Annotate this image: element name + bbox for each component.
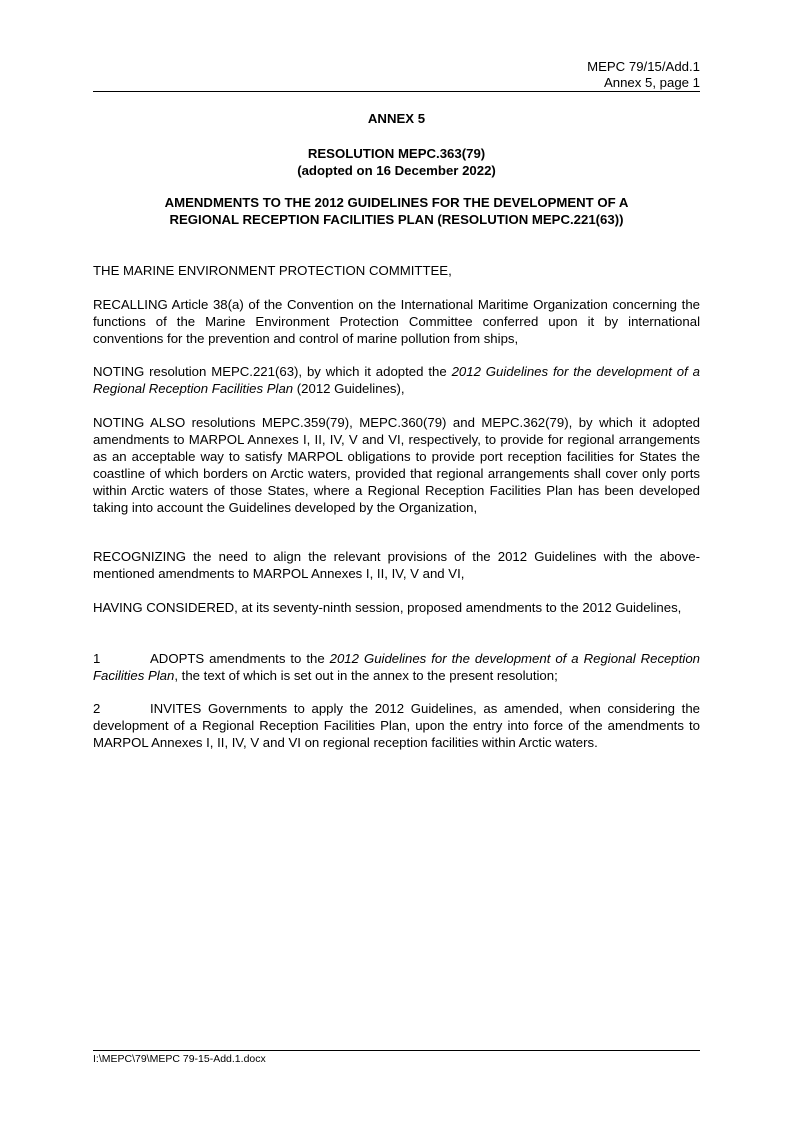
noting-text-start: NOTING resolution MEPC.221(63), by which it adopted the — [93, 364, 452, 379]
op1-text-end: , the text of which is set out in the annex to the present resolution; — [174, 668, 558, 683]
recalling-text: RECALLING Article 38(a) of the Convention on the International Maritime Organization concerning the functions of the Marine Environment Protection Committee conferred upon it by international conventions for the prevention and control of marine pollution from ships, — [93, 297, 700, 346]
noting-also-text: NOTING ALSO resolutions MEPC.359(79), MEPC.360(79) and MEPC.362(79), by which it adopted amendments to MARPOL Annexes I, II, IV, V and VI, respectively, to provide for regional arrangements as an acceptable way to satisfy MARPOL obligations to provide port reception facilities for States the coastline of which borders on Arctic waters, provided that regional arrangements shall cover only ports within Arctic waters of those States, where a Regional Reception Facilities Plan has been developed taking into account the Guidelines developed by the Organization, — [93, 415, 700, 515]
op1-text-start: ADOPTS amendments to the — [150, 651, 330, 666]
header-divider — [93, 91, 700, 92]
op2-text: INVITES Governments to apply the 2012 Guidelines, as amended, when considering the development of a Regional Reception Facilities Plan, upon the entry into force of the amendments to MARPOL Annexes I, II, IV, V and VI on regional reception facilities within Arctic waters. — [93, 701, 700, 750]
op1-guidelines-title: 2012 Guidelines for the development of a Regional Reception Facilities Plan — [93, 651, 700, 683]
operative-text-1 — [93, 650, 700, 684]
page-header — [93, 59, 700, 91]
operative-text-2 — [93, 700, 700, 751]
noting-also-paragraph — [93, 414, 700, 516]
noting-text-end: (2012 Guidelines), — [293, 381, 405, 396]
resolution-number: RESOLUTION MEPC.363(79) — [307, 146, 486, 161]
recalling-paragraph — [93, 296, 700, 347]
footer-divider — [93, 1050, 700, 1051]
recognizing-paragraph — [93, 548, 700, 582]
noting-text — [93, 363, 700, 397]
operative-paragraph-1 — [93, 650, 700, 684]
amendments-title — [93, 194, 700, 228]
amendments-title-line-1: AMENDMENTS TO THE 2012 GUIDELINES FOR THE DEVELOPMENT OF A — [164, 195, 629, 210]
recognizing-text: RECOGNIZING the need to align the relevant provisions of the 2012 Guidelines with the above-mentioned amendments to MARPOL Annexes I, II, IV, V and VI, — [93, 549, 700, 581]
operative-number-2: 2 — [93, 701, 101, 716]
document-symbol: MEPC 79/15/Add.1 — [587, 59, 700, 74]
amendments-title-line-2: REGIONAL RECEPTION FACILITIES PLAN (RESOLUTION MEPC.221(63)) — [169, 212, 624, 227]
having-considered-paragraph — [93, 599, 700, 616]
noting-paragraph — [93, 363, 700, 397]
resolution-heading — [93, 145, 700, 179]
adoption-date: (adopted on 16 December 2022) — [297, 163, 496, 178]
committee-paragraph — [93, 262, 700, 279]
page-reference: Annex 5, page 1 — [603, 75, 700, 90]
committee-text: THE MARINE ENVIRONMENT PROTECTION COMMITTEE, — [93, 263, 452, 278]
noting-guidelines-title: 2012 Guidelines for the development of a Regional Reception Facilities Plan — [93, 364, 701, 396]
operative-number-1: 1 — [93, 651, 101, 666]
annex-title: ANNEX 5 — [367, 111, 426, 126]
having-considered-text: HAVING CONSIDERED, at its seventy-ninth session, proposed amendments to the 2012 Guidelines, — [93, 600, 682, 615]
operative-paragraph-2 — [93, 700, 700, 751]
footer-file-path: I:\MEPC\79\MEPC 79-15-Add.1.docx — [93, 1053, 266, 1065]
